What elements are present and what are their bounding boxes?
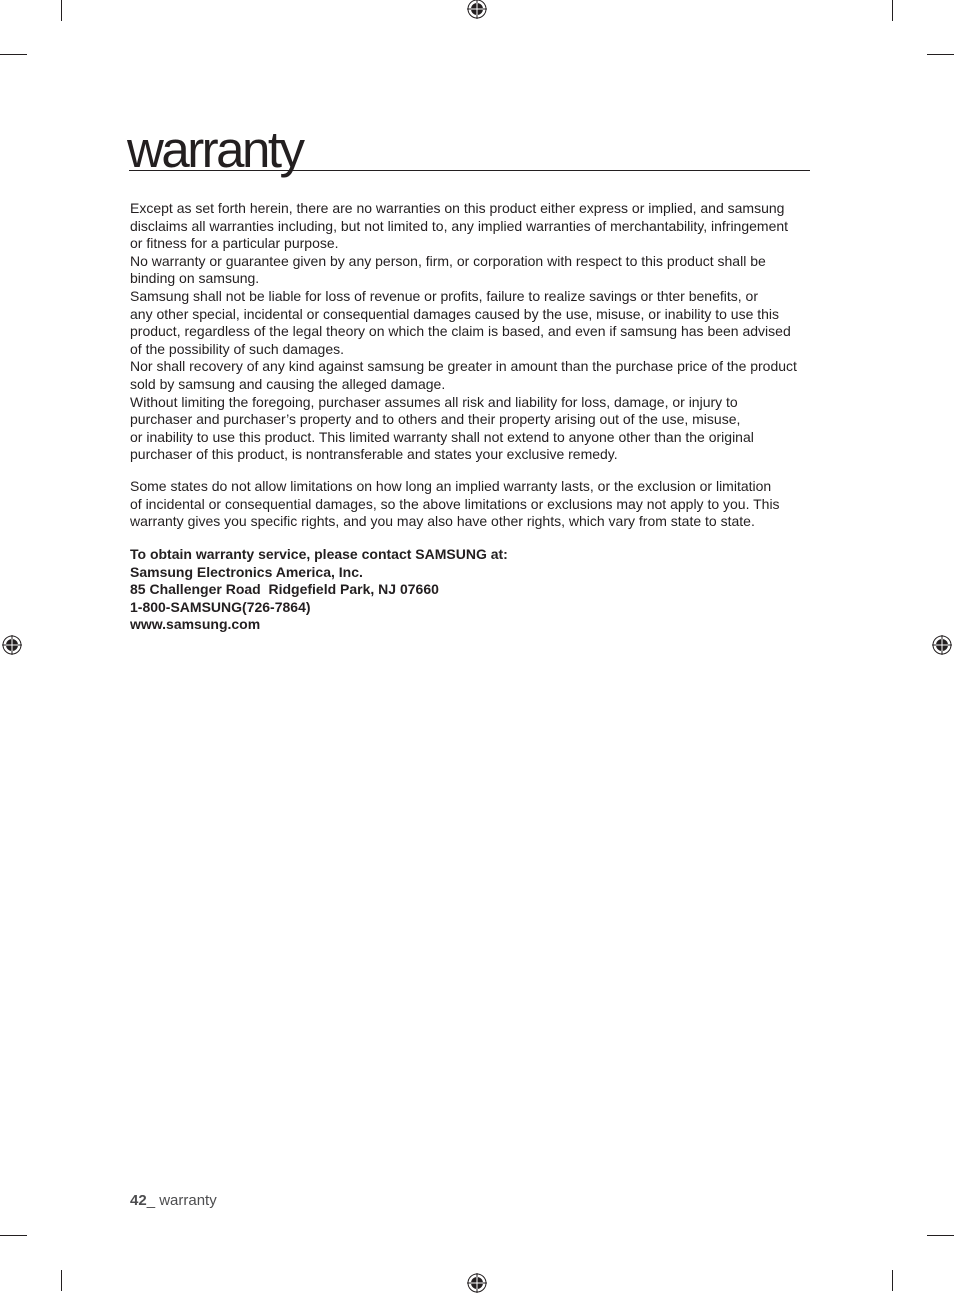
paragraph-line: product, regardless of the legal theory on which the claim is based, and even if samsung has been advised xyxy=(130,323,791,340)
page-title: warranty xyxy=(127,121,303,178)
page-title-rule xyxy=(127,118,810,178)
page-number: 42 xyxy=(130,1192,147,1209)
paragraph-line: disclaims all warranties including, but not limited to, any implied warranties of merchantability, infringement xyxy=(130,217,789,234)
paragraph-gap xyxy=(130,464,820,478)
paragraph-line: purchaser and purchaser’s property and to others and their property arising out of the use, misuse, xyxy=(130,411,741,428)
paragraph-line: Samsung shall not be liable for loss of revenue or profits, failure to realize savings or thter benefits, or xyxy=(130,287,758,304)
paragraph-line: Nor shall recovery of any kind against samsung be greater in amount than the purchase price of the product xyxy=(130,358,797,375)
paragraph-line: purchaser of this product, is nontransferable and states your exclusive remedy. xyxy=(130,446,618,463)
crop-mark-top-left xyxy=(61,0,62,21)
contact-address: 85 Challenger Road Ridgefield Park, NJ 07660 xyxy=(130,581,439,598)
footer-section: _ warranty xyxy=(146,1192,217,1209)
paragraph-line: binding on samsung. xyxy=(130,270,260,287)
contact-phone: 1-800-SAMSUNG(726-7864) xyxy=(130,598,311,615)
contact-block xyxy=(130,546,508,634)
paragraph-line: No warranty or guarantee given by any person, firm, or corporation with respect to this product shall be xyxy=(130,252,766,269)
registration-mark-icon xyxy=(931,634,953,656)
crop-mark-top-right xyxy=(892,0,893,21)
paragraph-line: Except as set forth herein, there are no warranties on this product either express or implied, and samsung xyxy=(130,200,785,216)
states-line: of incidental or consequential damages, so the above limitations or exclusions may not apply to you. This xyxy=(130,495,780,512)
paragraph-line: of the possibility of such damages. xyxy=(130,340,345,357)
page-footer xyxy=(130,1191,217,1211)
paragraph-line: or fitness for a particular purpose. xyxy=(130,235,339,252)
registration-mark-icon xyxy=(1,634,23,656)
contact-heading: To obtain warranty service, please contact SAMSUNG at: xyxy=(130,546,508,562)
contact-website: www.samsung.com xyxy=(130,616,261,633)
states-line: Some states do not allow limitations on how long an implied warranty lasts, or the exclusion or limitation xyxy=(130,477,772,494)
crop-mark-bottom-right xyxy=(892,1270,893,1291)
crop-mark-right-top xyxy=(927,54,954,55)
paragraph-line: or inability to use this product. This limited warranty shall not extend to anyone other than the original xyxy=(130,428,754,445)
states-line: warranty gives you specific rights, and you may also have other rights, which vary from state to state. xyxy=(130,513,755,530)
crop-mark-left-top xyxy=(0,54,27,55)
contact-company: Samsung Electronics America, Inc. xyxy=(130,563,363,580)
crop-mark-left-bottom xyxy=(0,1235,27,1236)
paragraph-line: any other special, incidental or consequential damages caused by the use, misuse, or inability to use this xyxy=(130,305,780,322)
paragraph-line: sold by samsung and causing the alleged damage. xyxy=(130,375,446,392)
crop-mark-bottom-left xyxy=(61,1270,62,1291)
paragraph-line: Without limiting the foregoing, purchaser assumes all risk and liability for loss, damage, or injury to xyxy=(130,393,738,410)
warranty-disclaimer xyxy=(130,200,820,531)
crop-mark-right-bottom xyxy=(927,1235,954,1236)
registration-mark-icon xyxy=(466,0,488,20)
